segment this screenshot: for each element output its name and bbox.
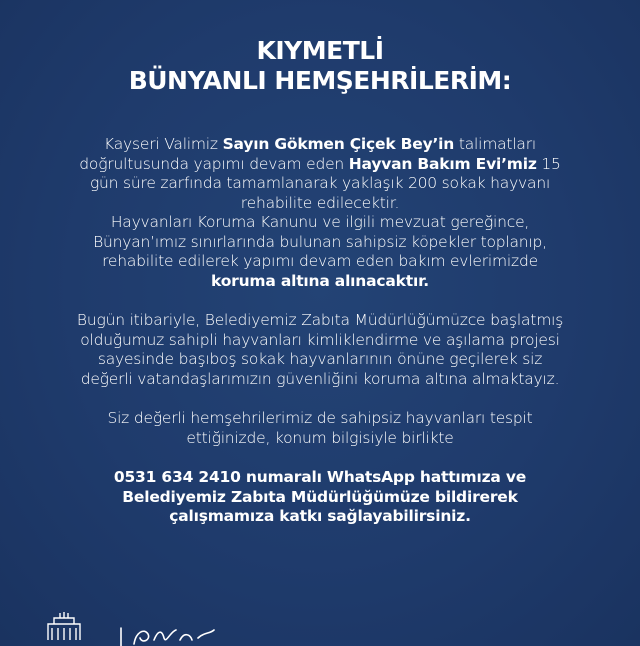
p3-line1: Siz değerli hemşehrilerimiz de sahipsiz hayvanları tespit	[107, 409, 533, 427]
page-title	[0, 36, 640, 96]
cta-line3: çalışmamıza katkı sağlayabilirsiniz.	[169, 507, 471, 525]
paragraph-3	[40, 409, 600, 448]
municipality-logo-icon	[42, 610, 86, 640]
paragraph-2	[40, 311, 600, 389]
p1-line6: Bünyan’ımız sınırlarında bulunan sahipsiz köpekler toplanıp,	[93, 232, 547, 251]
call-to-action	[40, 468, 600, 527]
announcement-body	[40, 135, 600, 527]
p2-line3: sayesinde başıboş sokak hayvanlarının önüne geçilerek siz	[97, 350, 543, 368]
p1-line2-a: doğrultusunda yapımı devam eden	[79, 154, 349, 173]
p2-line2: olduğumuz sahipli hayvanları kimliklendirme ve aşılama projesi	[80, 330, 560, 349]
p2-line1: Bugün itibariyle, Belediyemiz Zabıta Müdürlüğümüzce başlatmış	[76, 311, 564, 329]
p1-line7: rehabilite edilerek yapımı devam eden bakım evlerimizde	[102, 252, 538, 270]
p1-line3: gün süre zarfında tamamlanarak yaklaşık 200 sokak hayvanı	[89, 174, 551, 192]
p1-line5: Hayvanları Koruma Kanunu ve ilgili mevzuat gereğince,	[110, 213, 530, 231]
cta-line1: 0531 634 2410 numaralı WhatsApp hattımıza ve	[113, 468, 527, 486]
p1-line4: rehabilite edilecektir.	[240, 193, 400, 212]
governor-name: Sayın Gökmen Çiçek Bey’in	[222, 135, 455, 153]
title-line-2: BÜNYANLI HEMŞEHRİLERİM:	[128, 66, 512, 95]
p1-line8: koruma altına alınacaktır.	[211, 271, 429, 290]
p1-line1-a: Kayseri Valimiz	[104, 135, 223, 153]
title-line-1: KIYMETLİ	[256, 36, 384, 65]
p1-line2-c: 15	[536, 154, 561, 173]
cta-line2: Belediyemiz Zabıta Müdürlüğümüze bildirerek	[122, 487, 518, 506]
p2-line4: değerli vatandaşlarımızın güvenliğini koruma altına almaktayız.	[80, 369, 560, 388]
p1-line1-c: talimatları	[454, 135, 536, 153]
paragraph-1	[40, 135, 600, 291]
animal-care-home: Hayvan Bakım Evi’miz	[348, 154, 537, 173]
signature-icon	[118, 622, 258, 646]
footer	[0, 610, 640, 640]
p3-line2: ettiğinizde, konum bilgisiyle birlikte	[186, 428, 454, 447]
